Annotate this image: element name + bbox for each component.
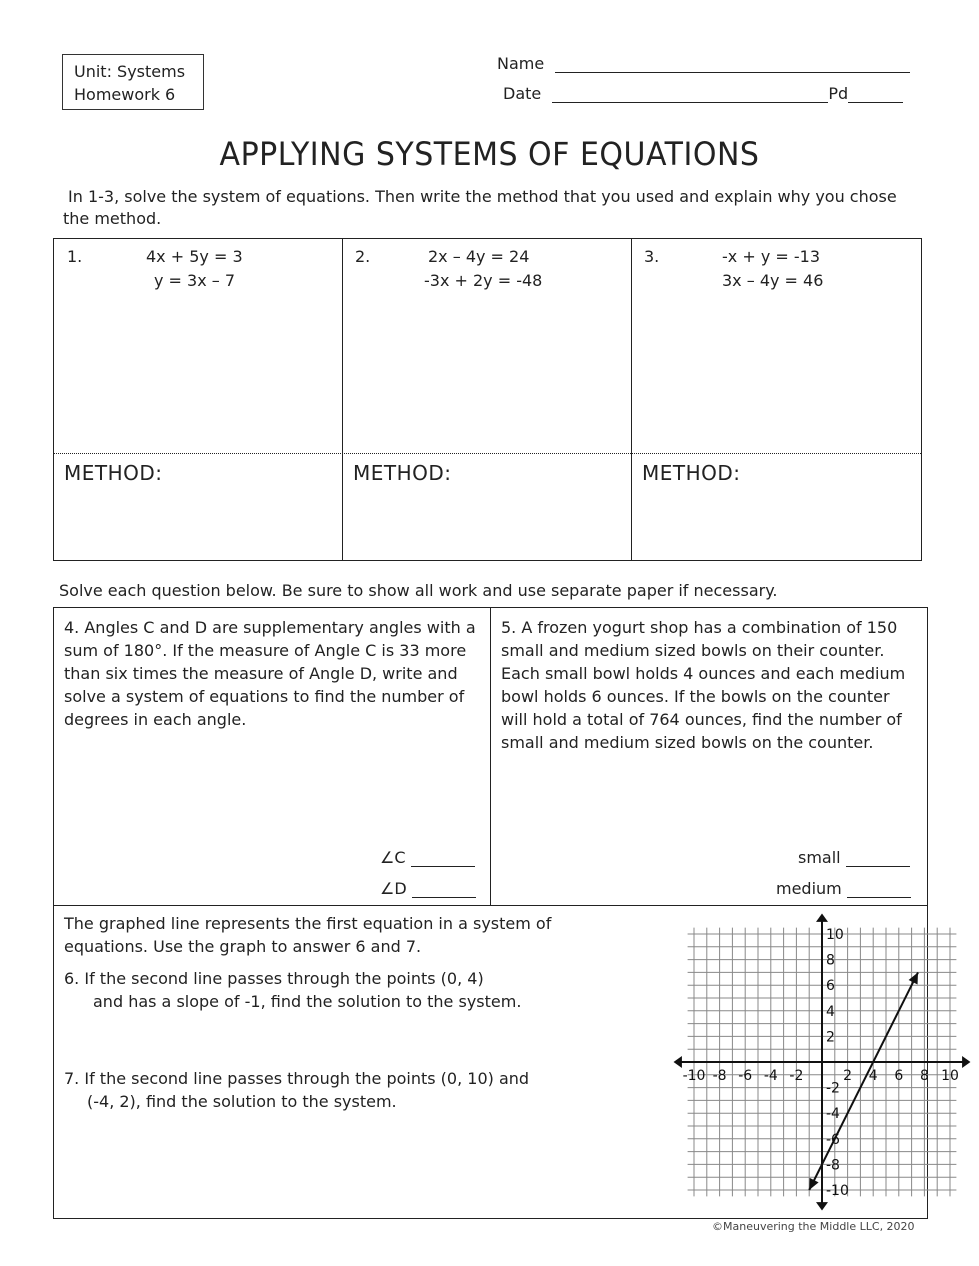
problem-3-equation-2: 3x – 4y = 46 [722, 271, 824, 290]
section-2-instructions: Solve each question below. Be sure to show all work and use separate paper if necessary. [59, 581, 778, 600]
problem-3-number: 3. [644, 247, 660, 266]
box-separator [54, 905, 927, 906]
x-tick-label: -10 [682, 1068, 706, 1084]
y-tick-label: -8 [826, 1157, 840, 1174]
grid-divider [631, 239, 632, 560]
method-label-3: METHOD: [642, 461, 741, 485]
method-label-1: METHOD: [64, 461, 163, 485]
homework-label: Homework 6 [74, 85, 176, 104]
unit-box [62, 54, 204, 110]
x-tick-label: -8 [712, 1068, 727, 1084]
problem-2-number: 2. [355, 247, 371, 266]
pd-label: Pd [828, 84, 849, 103]
y-tick-label: 10 [826, 927, 844, 943]
angle-d-answer [380, 879, 476, 898]
y-tick-label: 6 [826, 978, 835, 995]
y-tick-label: 2 [826, 1029, 835, 1046]
date-label: Date [503, 84, 542, 103]
grid-divider [342, 239, 343, 560]
instructions: In 1-3, solve the system of equations. Then write the method that you used and explain why you chose the method. [63, 187, 897, 228]
medium-label: medium [776, 879, 842, 898]
x-tick-label: 8 [919, 1068, 929, 1084]
small-label: small [798, 848, 841, 867]
x-tick-label: -6 [738, 1068, 753, 1084]
y-axis-arrow-down [816, 1202, 828, 1210]
problem-1-number: 1. [67, 247, 83, 266]
page-title: APPLYING SYSTEMS OF EQUATIONS [219, 135, 760, 174]
date-field[interactable] [552, 102, 828, 103]
angle-c-label: ∠C [380, 848, 406, 867]
copyright-footer: ©Maneuvering the Middle LLC, 2020 [712, 1220, 915, 1233]
pd-field[interactable] [848, 102, 903, 103]
y-tick-label: -2 [826, 1080, 840, 1097]
question-6-line-1: 6. If the second line passes through the points (0, 4) [64, 969, 484, 988]
unit-label: Unit: Systems [74, 62, 186, 81]
question-7-line-2: (-4, 2), find the solution to the system. [87, 1092, 397, 1111]
angle-d-field[interactable] [412, 897, 476, 898]
x-tick-label: 4 [868, 1068, 878, 1084]
question-7-line-1: 7. If the second line passes through the points (0, 10) and [64, 1069, 530, 1088]
y-tick-label: 4 [826, 1003, 835, 1020]
problem-2-equation-2: -3x + 2y = -48 [424, 271, 543, 290]
problem-1-equation-1: 4x + 5y = 3 [146, 247, 243, 266]
y-tick-label: -6 [826, 1131, 840, 1148]
coordinate-graph [620, 914, 959, 1210]
problem-1-equation-2: y = 3x – 7 [154, 271, 236, 290]
x-tick-label: -2 [789, 1068, 804, 1084]
medium-field[interactable] [847, 897, 911, 898]
date-row [503, 84, 903, 103]
problem-3-equation-1: -x + y = -13 [722, 247, 820, 266]
y-tick-label: -4 [826, 1106, 840, 1123]
x-tick-label: 10 [941, 1068, 959, 1084]
angle-c-field[interactable] [411, 866, 475, 867]
x-tick-label: 2 [843, 1068, 853, 1084]
problem-5-text: 5. A frozen yogurt shop has a combination of 150 small and medium sized bowls on their counter. Each small bowl holds 4 ounces and each medium bowl holds 6 ounces. If the bowls on the counter will hold a total of 764 ounces, find the number of small and medium sized bowls on the counter. [501, 618, 906, 752]
y-tick-label: -10 [826, 1183, 849, 1199]
x-axis-arrow-left [674, 1056, 682, 1068]
y-tick-label: 8 [826, 952, 835, 969]
problem-2-equation-1: 2x – 4y = 24 [428, 247, 530, 266]
small-field[interactable] [846, 866, 910, 867]
question-6-line-2: and has a slope of -1, find the solution to the system. [93, 992, 522, 1011]
name-field[interactable] [555, 72, 910, 73]
word-problems-box [53, 607, 959, 1219]
x-tick-label: -4 [763, 1068, 778, 1084]
problems-1-3-grid [53, 238, 922, 561]
angle-c-answer [380, 848, 475, 867]
x-axis-arrow-right [962, 1056, 970, 1068]
angle-d-label: ∠D [380, 879, 407, 898]
box-divider [490, 608, 491, 905]
method-label-2: METHOD: [353, 461, 452, 485]
medium-answer [776, 879, 911, 898]
graph-intro: The graphed line represents the first equation in a system of equations. Use the graph to answer 6 and 7. [64, 914, 552, 956]
problem-4-text: 4. Angles C and D are supplementary angles with a sum of 180°. If the measure of Angle C is 33 more than six times the measure of Angle D, write and solve a system of equations to find the number of degrees in each angle. [64, 618, 476, 729]
small-answer [798, 848, 910, 867]
y-axis-arrow-up [816, 914, 828, 922]
method-separator [54, 453, 921, 454]
name-label: Name [497, 54, 545, 73]
x-tick-label: 6 [894, 1068, 904, 1084]
name-row [497, 54, 910, 73]
